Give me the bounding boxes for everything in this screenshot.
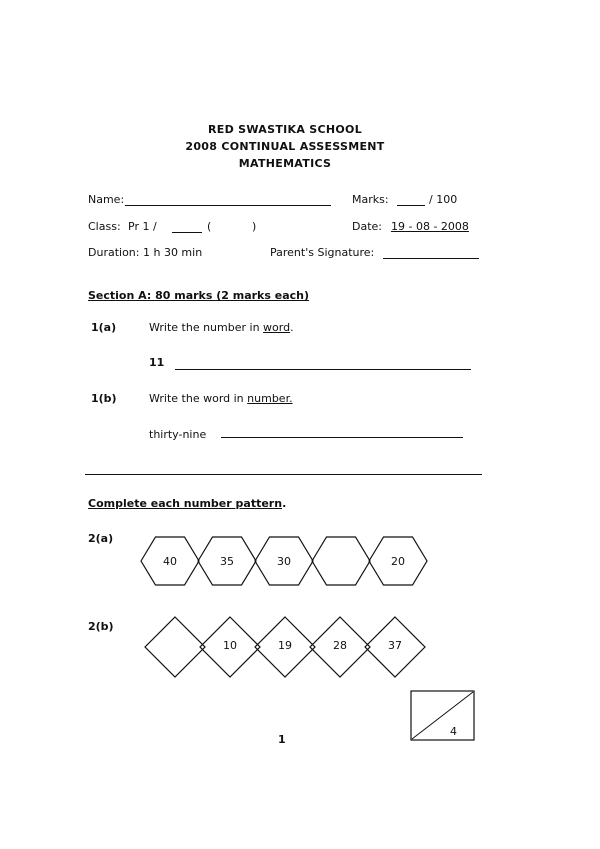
- q1b-prompt-text: Write the word in: [149, 392, 248, 405]
- subject-title: MATHEMATICS: [238, 157, 332, 170]
- exam-title: 2008 CONTINUAL ASSESSMENT: [185, 140, 385, 153]
- diamond-value: 28: [333, 639, 347, 652]
- q1b-number: 1(b): [91, 392, 117, 405]
- q1a-number: 1(a): [91, 321, 117, 334]
- diamond-cell: [145, 617, 205, 677]
- score-box-value: 4: [450, 725, 457, 738]
- q2a-number: 2(a): [88, 532, 114, 545]
- pattern-instruction-text: Complete each number pattern: [88, 497, 283, 510]
- hexagon-value: 30: [277, 555, 291, 568]
- school-name: RED SWASTIKA SCHOOL: [207, 123, 363, 136]
- diamond-value: 10: [223, 639, 237, 652]
- marks-label: Marks:: [352, 193, 389, 206]
- diamond-value: 19: [278, 639, 292, 652]
- diamond-value: 37: [388, 639, 402, 652]
- q1a-prompt-end: .: [290, 321, 294, 334]
- score-box: [410, 690, 476, 742]
- marks-total: / 100: [429, 193, 458, 206]
- class-value: Pr 1 /: [128, 220, 157, 233]
- pattern-instruction-end: .: [282, 497, 287, 510]
- q1a-prompt-text: Write the number in: [149, 321, 264, 334]
- q1a-item: 11: [149, 356, 165, 369]
- page-number: 1: [278, 733, 286, 746]
- class-label: Class:: [88, 220, 121, 233]
- date-value: 19 - 08 - 2008: [391, 220, 469, 233]
- duration-label: Duration: 1 h 30 min: [88, 246, 203, 259]
- q1a-prompt-key: word: [263, 321, 291, 334]
- section-a-title: Section A: 80 marks (2 marks each): [88, 289, 310, 302]
- q2b-number: 2(b): [88, 620, 114, 633]
- class-paren-close: ): [252, 220, 257, 233]
- hexagon-value: 20: [391, 555, 405, 568]
- date-label: Date:: [352, 220, 382, 233]
- score-box-diagonal: [412, 692, 473, 739]
- q1b-item: thirty-nine: [149, 428, 207, 441]
- hexagon-value: 35: [220, 555, 234, 568]
- class-paren-open: (: [207, 220, 212, 233]
- signature-label: Parent's Signature:: [270, 246, 375, 259]
- name-label: Name:: [88, 193, 125, 206]
- hexagon-value: 40: [163, 555, 177, 568]
- q1b-prompt-key: number.: [247, 392, 293, 405]
